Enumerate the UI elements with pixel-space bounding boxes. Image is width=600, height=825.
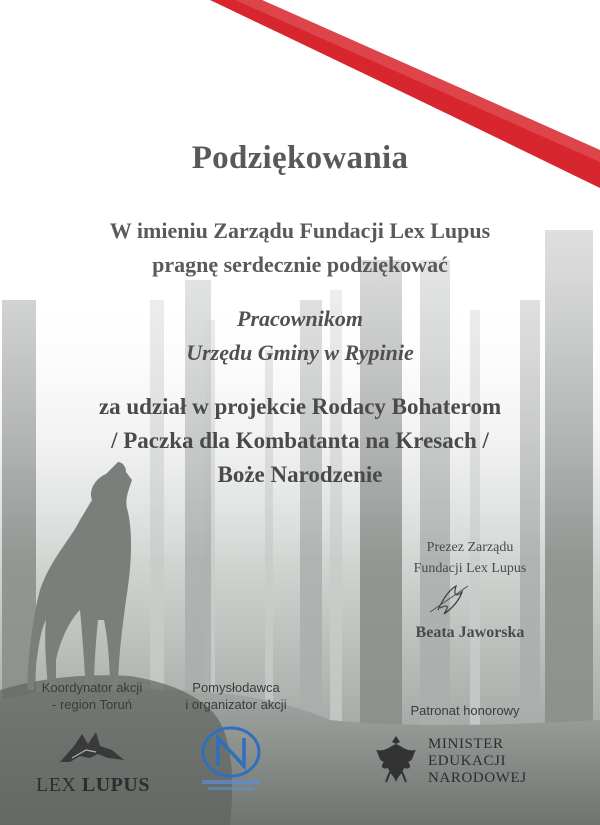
coordinator-label-1: Koordynator akcji (41, 680, 143, 695)
reason-line-1: za udział w projekcie Rodacy Bohaterom (98, 394, 502, 419)
recipient-line-2: Urzędu Gminy w Rypinie (186, 340, 414, 365)
lex-logo-part: LEX (36, 774, 82, 796)
founder-label-2: i organizator akcji (185, 697, 287, 712)
founder-label-1: Pomysłodawca (192, 680, 280, 695)
signature-role-line-2: Fundacji Lex Lupus (413, 561, 527, 576)
reason-line-2: / Paczka dla Kombatanta na Kresach / (111, 428, 489, 453)
lupus-logo-part: LUPUS (81, 774, 150, 796)
page-title: Podziękowania (191, 140, 409, 176)
minister-logo-text (428, 736, 527, 787)
signature-role-line-1: Prezez Zarządu (426, 540, 514, 555)
coordinator-label-2: - region Toruń (52, 697, 132, 712)
patronage-label: Patronat honorowy (410, 703, 520, 718)
intro-line-1: W imieniu Zarządu Fundacji Lex Lupus (109, 218, 491, 243)
organization-logo-icon (194, 724, 268, 794)
recipient-line-1: Pracownikom (237, 306, 363, 331)
intro-line-2: pragnę serdecznie podziękować (152, 252, 448, 277)
eagle-emblem-icon (372, 732, 420, 786)
lex-lupus-logo (36, 774, 150, 797)
minister-line-2: EDUKACJI (428, 753, 507, 769)
minister-line-1: MINISTER (428, 736, 504, 752)
minister-line-3: NARODOWEJ (428, 770, 527, 786)
signature-name: Beata Jaworska (415, 624, 525, 641)
wolf-head-icon (52, 728, 132, 768)
reason-line-3: Boże Narodzenie (217, 462, 383, 487)
